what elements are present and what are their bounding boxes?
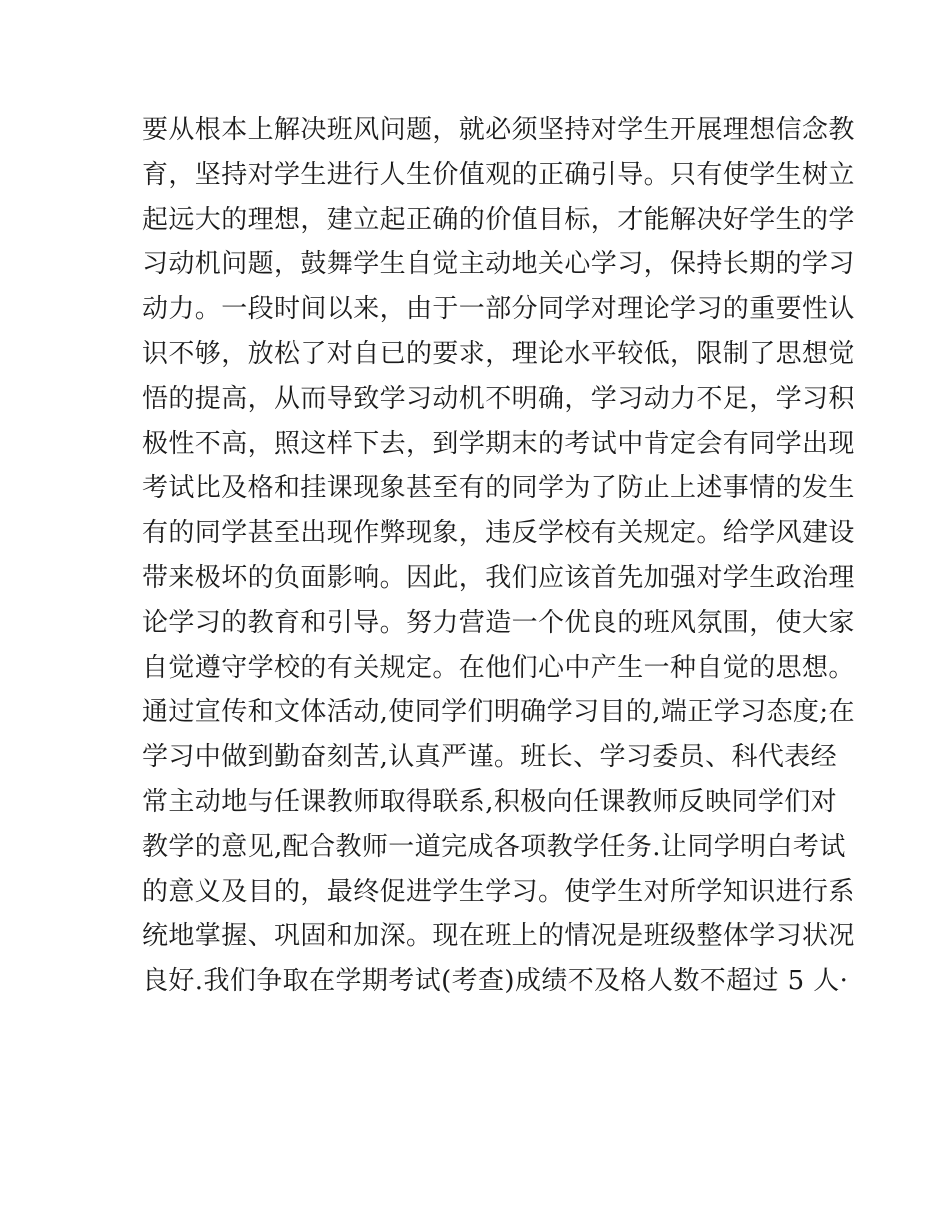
text-line: 识不够，放松了对自已的要求，理论水平较低，限制了思想觉 <box>142 338 855 369</box>
text-line: 常主动地与任课教师取得联系,积极向任课教师反映同学们对 <box>142 786 838 817</box>
text-line: 带来极坏的负面影响。因此，我们应该首先加强对学生政治理 <box>142 562 855 593</box>
text-line: 悟的提高，从而导致学习动机不明确，学习动力不足，学习积 <box>142 383 855 414</box>
text-line: 动力。一段时间以来，由于一部分同学对理论学习的重要性认 <box>142 294 855 325</box>
text-line: 教学的意见,配合教师一道完成各项教学任务.让同学明白考试 <box>142 831 846 862</box>
text-line: 自觉遵守学校的有关规定。在他们心中产生一种自觉的思想。 <box>142 652 855 683</box>
text-line: 极性不高，照这样下去，到学期末的考试中肯定会有同学出现 <box>142 428 855 459</box>
text-line: 统地掌握、巩固和加深。现在班上的情况是班级整体学习状况 <box>142 921 855 952</box>
text-line: 学习中做到勤奋刻苦,认真严谨。班长、学习委员、科代表经 <box>142 742 838 773</box>
text-line: 有的同学甚至出现作弊现象，违反学校有关规定。给学风建设 <box>142 518 855 549</box>
text-line: 良好.我们争取在学期考试(考查)成绩不及格人数不超过 5 人· <box>142 966 849 997</box>
text-line: 要从根本上解决班风问题，就必须坚持对学生开展理想信念教 <box>142 115 855 145</box>
text-line: 论学习的教育和引导。努力营造一个优良的班风氛围，使大家 <box>142 607 855 638</box>
text-line: 通过宣传和文体活动,使同学们明确学习目的,端正学习态度;在 <box>142 697 855 728</box>
text-line: 育，坚持对学生进行人生价值观的正确引导。只有使学生树立 <box>142 159 855 190</box>
body-text <box>142 108 855 1004</box>
text-line: 的意义及目的，最终促进学生学习。使学生对所学知识进行系 <box>142 876 855 907</box>
text-line: 起远大的理想，建立起正确的价值目标，才能解决好学生的学 <box>142 204 855 235</box>
text-line: 习动机问题，鼓舞学生自觉主动地关心学习，保持长期的学习 <box>142 249 855 280</box>
text-line: 考试比及格和挂课现象甚至有的同学为了防止上述事情的发生 <box>142 473 855 504</box>
